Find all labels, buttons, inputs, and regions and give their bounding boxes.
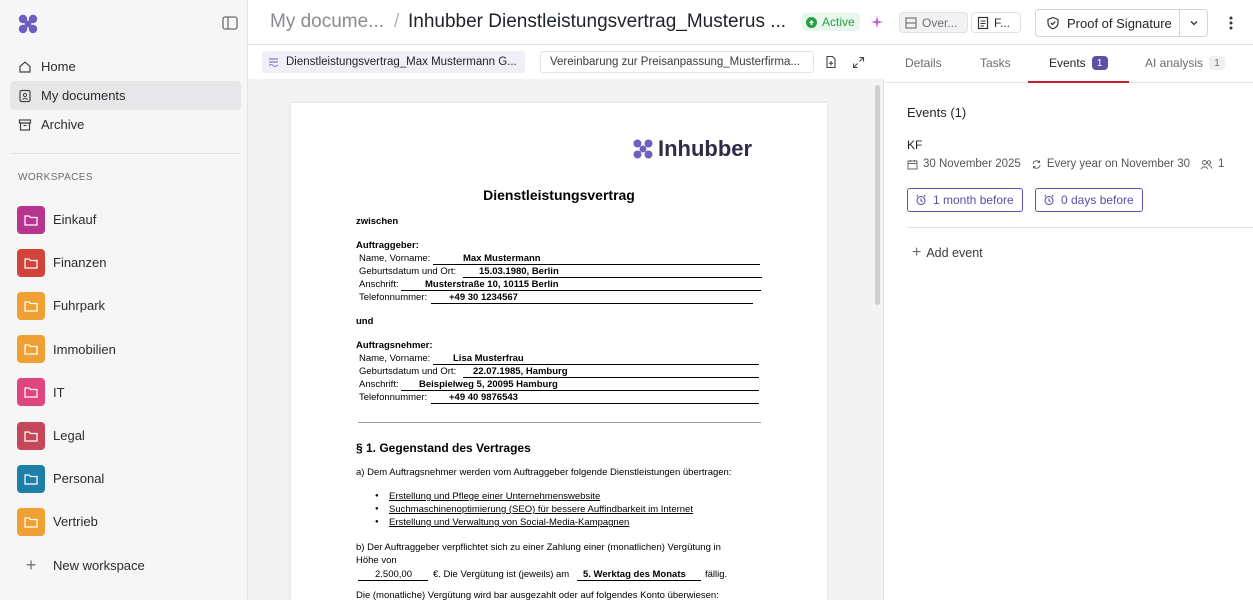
fill-line	[431, 403, 759, 404]
doc-bullet: ● Suchmaschinenoptimierung (SEO) für bessere Auffindbarkeit im Internet	[389, 504, 693, 515]
doc-heading: Auftragsnehmer:	[356, 340, 433, 351]
doc-heading: Auftraggeber:	[356, 240, 419, 251]
doc-amount: 2.500,00	[375, 569, 412, 580]
workspace-label: Personal	[53, 471, 105, 487]
event-meta	[907, 158, 1224, 170]
folder-icon	[17, 465, 45, 493]
document-tab[interactable]	[540, 51, 814, 73]
tab-events[interactable]	[1049, 56, 1108, 70]
workspace-item-legal[interactable]	[17, 414, 237, 457]
nav-label: My documents	[41, 88, 126, 103]
doc-value: 5. Werktag des Monats	[583, 569, 686, 580]
file-tab-label: F...	[994, 15, 1011, 30]
count-badge: 1	[1209, 56, 1225, 70]
workspace-list	[17, 198, 237, 587]
workspace-label: Einkauf	[53, 212, 97, 228]
repeat-icon	[1031, 159, 1042, 170]
document-logo	[631, 136, 752, 162]
doc-bullet: ● Erstellung und Pflege einer Unternehmenswebsite	[389, 491, 600, 502]
signature-doc-icon	[268, 56, 280, 68]
document-title: Dienstleistungsvertrag	[483, 187, 635, 203]
expand-icon[interactable]	[850, 54, 866, 70]
doc-paragraph: b) Der Auftraggeber verpflichtet sich zu einer Zahlung einer (monatlichen) Vergütung in	[356, 542, 721, 553]
doc-value: +49 40 9876543	[449, 392, 518, 403]
new-workspace-button[interactable]	[17, 544, 237, 587]
fill-line	[431, 303, 753, 304]
documents-icon	[18, 89, 32, 103]
nav-item-my-documents[interactable]	[10, 81, 241, 110]
tab-details[interactable]	[905, 56, 942, 70]
tab-tasks[interactable]	[980, 56, 1011, 70]
home-icon	[18, 60, 32, 74]
breadcrumb-current: Inhubber Dienstleistungsvertrag_Musterus ...	[408, 11, 787, 32]
proof-of-signature-button	[1035, 9, 1208, 37]
sidebar-toggle-icon[interactable]	[220, 13, 240, 33]
doc-label: Telefonnummer:	[359, 292, 428, 303]
workspace-label: Fuhrpark	[53, 298, 106, 314]
doc-text: zwischen	[356, 216, 399, 227]
panel-tabs	[885, 45, 1253, 83]
status-badge	[802, 13, 860, 31]
event-recurrence: Every year on November 30	[1046, 158, 1190, 170]
workspace-item-personal[interactable]	[17, 457, 237, 500]
divider	[10, 153, 240, 154]
proof-of-signature-main[interactable]	[1036, 10, 1180, 36]
workspace-label: Vertrieb	[53, 514, 98, 530]
plus-icon: +	[912, 244, 922, 261]
fill-line	[463, 277, 762, 278]
doc-paragraph: a) Dem Auftragsnehmer werden vom Auftraggeber folgende Dienstleistungen übertragen:	[356, 467, 732, 478]
scrollbar-thumb[interactable]	[875, 85, 880, 305]
doc-value: Musterstraße 10, 10115 Berlin	[425, 279, 559, 290]
doc-value: 15.03.1980, Berlin	[479, 266, 559, 277]
active-tab-indicator	[1028, 81, 1129, 83]
overview-tab-label: Over...	[922, 15, 958, 30]
doc-paragraph: €. Die Vergütung ist (jeweils) am	[433, 569, 570, 580]
document-tabs	[248, 45, 884, 79]
ai-sparkle-icon[interactable]	[869, 14, 885, 30]
folder-icon	[17, 206, 45, 234]
archive-icon	[18, 118, 32, 132]
workspace-item-finanzen[interactable]	[17, 241, 237, 284]
users-icon	[1200, 159, 1213, 170]
more-options-icon[interactable]	[1223, 13, 1239, 33]
workspace-item-fuhrpark[interactable]	[17, 284, 237, 327]
document-tab-label: Dienstleistungsvertrag_Max Mustermann G...	[286, 56, 517, 68]
top-header	[248, 0, 1253, 45]
new-workspace-label: New workspace	[53, 557, 145, 573]
doc-label: Geburtsdatum und Ort:	[359, 366, 457, 377]
file-icon	[976, 16, 990, 30]
doc-label: Anschrift:	[359, 379, 399, 390]
document-icon	[904, 16, 918, 30]
chevron-down-icon[interactable]	[1180, 18, 1207, 28]
document-viewer	[248, 45, 884, 600]
folder-icon	[17, 292, 45, 320]
workspace-item-vertrieb[interactable]	[17, 500, 237, 543]
add-event-label: Add event	[926, 246, 983, 260]
reminder-chip[interactable]	[1035, 188, 1143, 212]
nav-item-archive[interactable]	[10, 110, 241, 139]
inhubber-logo-icon[interactable]	[16, 12, 40, 36]
plus-icon: +	[25, 554, 37, 575]
doc-label: Telefonnummer:	[359, 392, 428, 403]
workspaces-heading: WORKSPACES	[18, 172, 93, 183]
doc-value: Lisa Musterfrau	[453, 353, 524, 364]
folder-icon	[17, 378, 45, 406]
tab-label: Tasks	[980, 56, 1011, 70]
doc-label: Anschrift:	[359, 279, 399, 290]
reminder-label: 0 days before	[1061, 193, 1134, 207]
events-title: Events (1)	[907, 105, 967, 120]
reminder-chip[interactable]	[907, 188, 1023, 212]
folder-icon	[17, 422, 45, 450]
event-participants: 1	[1218, 158, 1225, 170]
alarm-icon	[1043, 194, 1055, 206]
nav-label: Home	[41, 59, 76, 74]
workspace-label: Immobilien	[53, 341, 116, 357]
tab-label: Details	[905, 56, 942, 70]
divider	[907, 227, 1253, 228]
doc-value: 22.07.1985, Hamburg	[473, 366, 568, 377]
folder-icon	[17, 335, 45, 363]
doc-paragraph: Höhe von	[356, 555, 397, 566]
doc-value: Beispielweg 5, 20095 Hamburg	[419, 379, 558, 390]
fill-line	[463, 377, 759, 378]
section-heading: § 1. Gegenstand des Vertrages	[356, 441, 531, 455]
reminder-label: 1 month before	[933, 193, 1014, 207]
nav-item-home[interactable]	[10, 52, 241, 81]
calendar-icon	[907, 159, 918, 170]
logo-text: Inhubber	[658, 136, 753, 161]
proof-of-signature-label: Proof of Signature	[1067, 15, 1172, 31]
workspace-label: Finanzen	[53, 255, 107, 271]
doc-label: Name, Vorname:	[359, 353, 431, 364]
doc-label: Name, Vorname:	[359, 253, 431, 264]
doc-bullet: ● Erstellung und Verwaltung von Social-Media-Kampagnen	[389, 517, 629, 528]
shield-check-icon	[1046, 16, 1060, 30]
fill-line	[358, 580, 428, 581]
breadcrumb-parent[interactable]: My docume...	[270, 11, 385, 32]
workspace-label: IT	[53, 384, 65, 400]
add-document-icon[interactable]	[823, 54, 839, 70]
fill-line	[433, 264, 760, 265]
event-name[interactable]: KF	[907, 138, 923, 152]
workspace-item-immobilien[interactable]	[17, 328, 237, 371]
workspace-item-einkauf[interactable]	[17, 198, 237, 241]
file-tab[interactable]	[971, 12, 1021, 33]
status-up-icon	[806, 17, 817, 28]
workspace-label: Legal	[53, 428, 85, 444]
workspace-item-it[interactable]	[17, 371, 237, 414]
document-page	[291, 103, 827, 600]
folder-icon	[17, 249, 45, 277]
folder-icon	[17, 508, 45, 536]
tab-ai-analysis[interactable]	[1145, 56, 1225, 70]
details-panel	[885, 45, 1253, 600]
sidebar	[0, 0, 248, 600]
status-label: Active	[822, 15, 855, 29]
doc-value: Max Mustermann	[463, 253, 541, 264]
inhubber-logo-icon	[631, 137, 655, 161]
tab-label: Events	[1049, 56, 1086, 70]
doc-paragraph: fällig.	[705, 569, 728, 580]
document-tab-label: Vereinbarung zur Preisanpassung_Musterfirma...	[550, 56, 800, 68]
alarm-icon	[915, 194, 927, 206]
breadcrumb-separator: /	[394, 11, 400, 32]
doc-text: und	[356, 316, 374, 327]
fill-line	[577, 580, 701, 581]
doc-paragraph: Die (monatliche) Vergütung wird bar ausgezahlt oder auf folgendes Konto überwiesen:	[356, 590, 719, 600]
main-nav	[10, 52, 241, 139]
fill-line	[401, 290, 761, 291]
fill-line	[401, 390, 759, 391]
event-date: 30 November 2025	[923, 158, 1021, 170]
section-divider	[358, 422, 761, 423]
nav-label: Archive	[41, 117, 85, 132]
document-tab-active[interactable]	[262, 51, 525, 73]
overview-tab[interactable]	[899, 12, 968, 33]
tab-label: AI analysis	[1145, 56, 1204, 70]
fill-line	[433, 364, 759, 365]
add-event-button[interactable]	[912, 244, 983, 262]
count-badge: 1	[1092, 56, 1108, 70]
doc-value: +49 30 1234567	[449, 292, 518, 303]
doc-label: Geburtsdatum und Ort:	[359, 266, 457, 277]
